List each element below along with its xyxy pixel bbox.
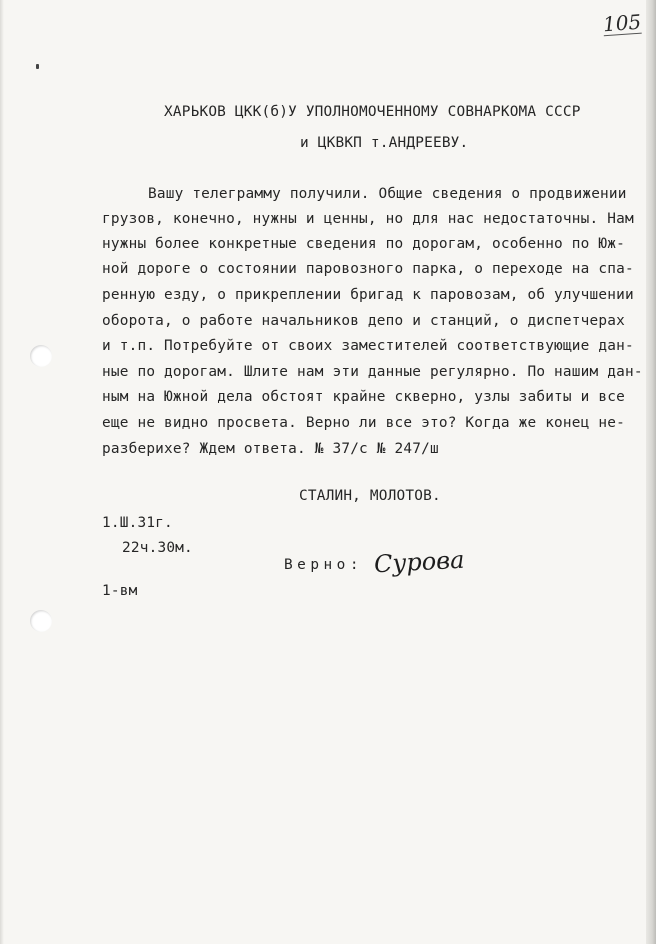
punch-hole-bottom <box>30 610 52 632</box>
body-line: нужны более конкретные сведения по дорогам, особенно по Юж- <box>102 236 625 252</box>
scan-speck <box>36 64 39 69</box>
reference-code: 1-вм <box>102 583 138 599</box>
body-line: ной дороге о состоянии паровозного парка, о переходе на спа- <box>102 261 634 277</box>
body-line: ным на Южной дела обстоят крайне скверно, узлы забиты и все <box>102 389 625 405</box>
dispatch-date: 1.Ш.31г. <box>102 515 173 531</box>
page-number: 105 <box>602 9 642 37</box>
scan-edge-left <box>0 0 4 944</box>
body-line: разберихе? Ждем ответа. № 37/с № 247/ш <box>102 441 439 457</box>
body-line: грузов, конечно, нужны и ценны, но для нас недостаточны. Нам <box>102 211 634 227</box>
dispatch-time: 22ч.30м. <box>122 540 193 556</box>
heading-addressee-line2: и ЦКВКП т.АНДРЕЕВУ. <box>300 135 469 151</box>
body-line: ренную езду, о прикреплении бригад к паровозам, об улучшении <box>102 287 634 303</box>
handwritten-signature: Сурова <box>373 545 466 579</box>
heading-addressee: ХАРЬКОВ ЦКК(б)У УПОЛНОМОЧЕННОМУ СОВНАРКОМА СССР <box>164 104 581 120</box>
scan-edge-right <box>646 0 656 944</box>
verified-label: Верно: <box>284 557 363 573</box>
punch-hole-top <box>30 345 52 367</box>
body-line: Вашу телеграмму получили. Общие сведения о продвижении <box>148 186 627 202</box>
body-line: еще не видно просвета. Верно ли все это? Когда же конец не- <box>102 415 625 431</box>
signatories: СТАЛИН, МОЛОТОВ. <box>299 488 441 504</box>
body-line: ные по дорогам. Шлите нам эти данные регулярно. По нашим дан- <box>102 364 643 380</box>
body-line: и т.п. Потребуйте от своих заместителей соответствующие дан- <box>102 338 634 354</box>
body-line: оборота, о работе начальников депо и станций, о диспетчерах <box>102 313 625 329</box>
